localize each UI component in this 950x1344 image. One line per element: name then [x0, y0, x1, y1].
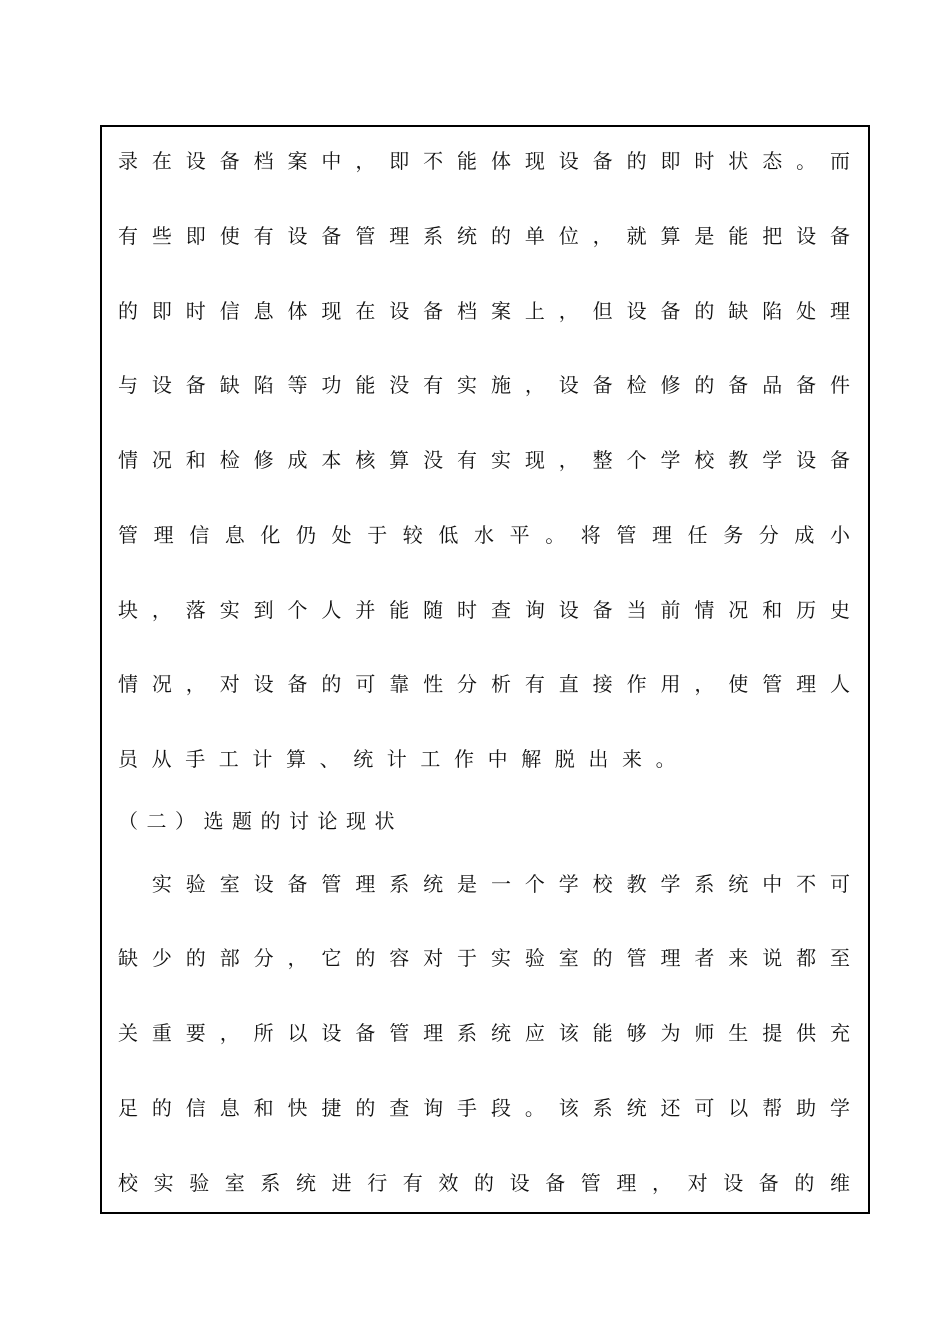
text-line: 关重要，所以设备管理系统应该能够为师生提供充	[118, 1021, 850, 1045]
text-line: 校实验室系统进行有效的设备管理，对设备的维	[118, 1171, 850, 1195]
page-border-frame	[100, 125, 870, 1214]
section-heading: （二）选题的讨论现状	[118, 809, 403, 833]
text-line: 有些即使有设备管理系统的单位，就算是能把设备	[118, 224, 850, 248]
text-line: 的即时信息体现在设备档案上，但设备的缺陷处理	[118, 299, 850, 323]
text-line: 管理信息化仍处于较低水平。将管理任务分成小	[118, 523, 850, 547]
text-line: 与设备缺陷等功能没有实施，设备检修的备品备件	[118, 373, 850, 397]
text-line: 足的信息和快捷的查询手段。该系统还可以帮助学	[118, 1096, 850, 1120]
text-line: 情况和检修成本核算没有实现，整个学校教学设备	[118, 448, 850, 472]
text-line: 情况，对设备的可靠性分析有直接作用，使管理人	[118, 672, 850, 696]
text-line: 录在设备档案中，即不能体现设备的即时状态。而	[118, 149, 850, 173]
text-line: 实验室设备管理系统是一个学校教学系统中不可	[118, 872, 850, 896]
text-line: 缺少的部分，它的容对于实验室的管理者来说都至	[118, 946, 850, 970]
text-line: 员从手工计算、统计工作中解脱出来。	[118, 747, 690, 771]
text-line: 块，落实到个人并能随时查询设备当前情况和历史	[118, 598, 850, 622]
